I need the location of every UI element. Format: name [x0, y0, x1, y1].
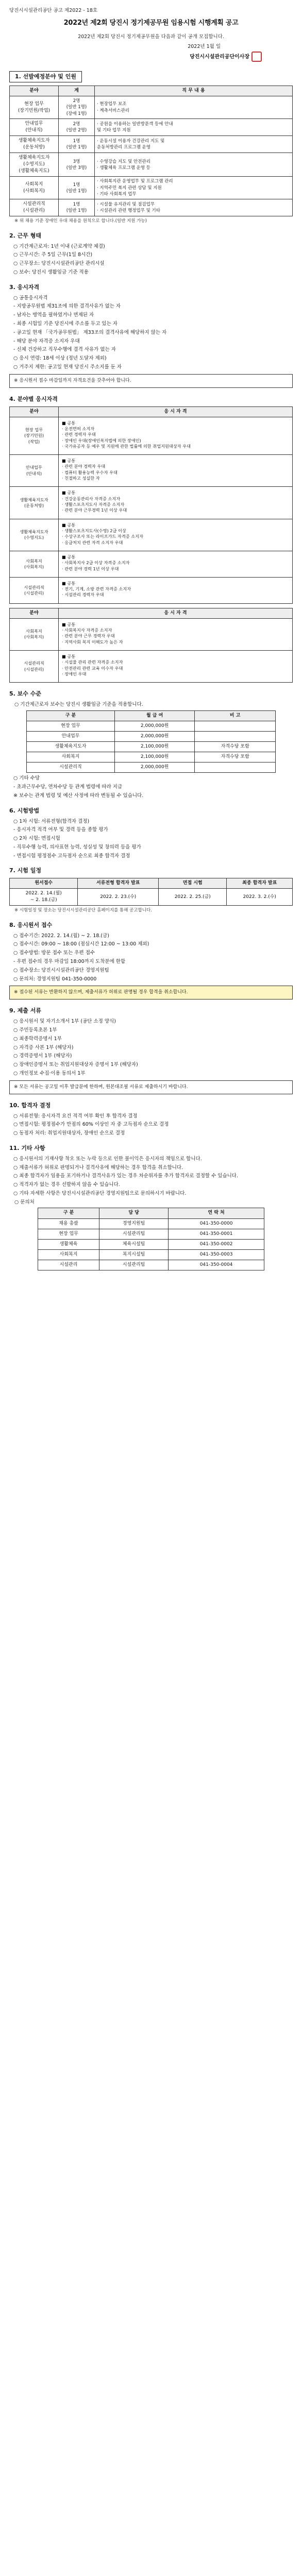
decision-item: ○ 면접시험: 평정점수가 만점의 60% 이상인 자 중 고득점자 순으로 결정 [13, 1122, 169, 1128]
pay-row [27, 742, 276, 752]
positions-row [10, 136, 293, 153]
position-duty: · 현장업무 보조 · 계측서비스관리 [95, 96, 293, 119]
position-field: 안내업무 (안내직) [10, 119, 59, 136]
qualification-item: - 신체 건강하고 직무수행에 결격 사유가 없는 자 [13, 347, 116, 353]
position-field: 사회복지 (사회복지) [10, 177, 59, 199]
contact-row [38, 1229, 264, 1239]
qualification-item: - 공고일 현재 「국가공무원법」 제33조의 결격사유에 해당하지 않는 자 [13, 329, 167, 335]
fq-field: 생활체육지도자 (운동처방) [10, 487, 59, 519]
contacts-col-phone: 연 락 처 [169, 1208, 264, 1218]
contacts-col-team: 담 당 [99, 1208, 169, 1218]
position-count: 1명 (일반 1명) [59, 199, 95, 216]
etc-list [9, 1156, 293, 1197]
contact-row [38, 1239, 264, 1249]
pay-note: 자격수당 포함 [195, 752, 276, 762]
decision-item: ○ 서류전형: 응시자격 요건 적격 여부 확인 후 합격자 결정 [13, 1113, 138, 1119]
fq2-col-req: 응 시 자 격 [59, 608, 293, 618]
application-item: ○ 문의처: 경영지원팀 041-350-0000 [13, 976, 97, 982]
etc-item: ○ 적격자가 없는 경우 선발하지 않을 수 있습니다. [13, 1182, 120, 1188]
fq-requirements: ■ 공통 · 생활스포츠지도사(수영) 2급 이상 · 수상구조사 또는 라이프가드 자격증 소지자 · 응급처치 관련 자격 소지자 우대 [59, 519, 293, 551]
pay-note: ○ 기타 수당 [13, 775, 40, 782]
pay-type: 현장 업무 [27, 721, 115, 732]
section-title-positions: 1. 선발예정분야 및 인원 [9, 71, 82, 82]
positions-row [10, 96, 293, 119]
work-item: ○ 보수: 당진시 생활임금 기준 적용 [13, 269, 89, 275]
document-item: ○ 응시원서 및 자기소개서 1부 (공단 소정 양식) [13, 1019, 116, 1025]
fq-field: 생활체육지도자 (수영지도) [10, 519, 59, 551]
section-title-application: 8. 응시원서 접수 [9, 921, 53, 928]
position-count: 2명 (일반 1명) (장애 1명) [59, 96, 95, 119]
pay-type: 시설관리직 [27, 762, 115, 773]
issuing-org [9, 52, 262, 62]
contact-team: 경영지원팀 [99, 1218, 169, 1229]
position-duty: · 수영강습 지도 및 안전관리 · 생활체육 프로그램 운영 등 [95, 153, 293, 177]
fq-col-req: 응 시 자 격 [59, 406, 293, 417]
sched-final: 2022. 3. 2.(수) [227, 889, 293, 906]
contact-type: 현장 업무 [38, 1229, 99, 1239]
sched-col-apply: 원서접수 [10, 878, 78, 889]
fq-field: 사회복지 (사회복지) [10, 551, 59, 577]
exam-item: ○ 2차 시험: 면접시험 [13, 836, 60, 842]
position-field: 현장 업무 (장기민원/작업) [10, 96, 59, 119]
fq-field: 사회복지 (사회복지) [10, 618, 59, 650]
contact-type: 채용 총괄 [38, 1218, 99, 1229]
field-qualification-row [10, 417, 293, 455]
notice-number: 당진시시설관리공단 공고 제2022 - 18호 [9, 8, 98, 13]
sched-col-doc: 서류전형 합격자 발표 [78, 878, 159, 889]
pay-type: 생활체육지도자 [27, 742, 115, 752]
fq-requirements: ■ 공통 · 전기, 기계, 소방 관련 자격증 소지자 · 시설관리 경력자 우대 [59, 577, 293, 603]
document-item: ○ 주민등록초본 1부 [13, 1027, 57, 1033]
position-field: 생활체육지도자 (수영지도) (생활체육지도) [10, 153, 59, 177]
section-title-qualification: 3. 응시자격 [9, 283, 40, 291]
contact-team: 시설관리팀 [99, 1260, 169, 1270]
official-seal-icon [251, 52, 262, 62]
field-qualification-row [10, 487, 293, 519]
position-count: 3명 (일반 3명) [59, 153, 95, 177]
exam-item: - 면접시험 평정점수 고득점자 순으로 최종 합격자 결정 [13, 853, 130, 859]
section-title-exam: 6. 시험방법 [9, 807, 40, 814]
fq-field: 시설관리직 (시설관리) [10, 651, 59, 683]
contacts-title: ○ 문의처 [14, 1199, 35, 1205]
qualification-item: - 해당 분야 자격증 소지자 우대 [13, 338, 80, 344]
application-item: ○ 접수기간: 2022. 2. 14.(월) ~ 2. 18.(금) [13, 933, 110, 939]
application-list [9, 933, 293, 983]
pay-note [195, 762, 276, 773]
pay-note: - 초과근무수당, 연차수당 등 관계 법령에 따라 지급 [13, 784, 123, 790]
exam-item: ○ 1차 시험: 서류전형(합격자 결정) [13, 818, 90, 824]
position-duty: · 운동시설 이용자 건강관리 지도 및 운동처방관리 프로그램 운영 [95, 136, 293, 153]
position-duty: · 사회복지관 운영업무 및 프로그램 관리 · 지역주민 복지 관련 상담 및 지원 · 기타 사회복지 업무 [95, 177, 293, 199]
fq-requirements: ■ 공통 · 관련 분야 경력자 우대 · 컴퓨터 활용능력 우수자 우대 · 친절하고 성실한 자 [59, 455, 293, 487]
contact-phone: 041-350-0004 [169, 1260, 264, 1270]
fq-requirements: ■ 공통 · 건강운동관리사 자격증 소지자 · 생활스포츠지도사 자격증 소지자 · 관련 분야 근무경력 1년 이상 우대 [59, 487, 293, 519]
pay-amount: 2,000,000원 [114, 762, 194, 773]
field-qualification-row [10, 577, 293, 603]
position-duty: · 공원을 이용하는 일반방문객 등에 안내 및 기타 업무 지원 [95, 119, 293, 136]
notice-date: 2022년 1월 일 [188, 44, 221, 50]
issuing-org-name: 당진시시설관리공단이사장 [190, 54, 249, 60]
pay-amount: 2,100,000원 [114, 752, 194, 762]
fq-requirements: ■ 공통 · 시설물 관리 관련 자격증 소지자 · 안전관리 관련 교육 이수자 우대 · 장애인 우대 [59, 651, 293, 683]
sched-col-interview: 면접 시험 [159, 878, 227, 889]
pay-table [26, 710, 276, 773]
qualification-item: ○ 응시 연령: 18세 이상 (정년 도달자 제외) [13, 355, 107, 362]
section-title-etc: 11. 기타 사항 [9, 1144, 45, 1151]
work-list [9, 243, 293, 276]
pay-type: 안내업무 [27, 732, 115, 742]
field-qualification-row [10, 455, 293, 487]
fq-field: 현장 업무 (장기민원) (작업) [10, 417, 59, 455]
position-count: 2명 (일반 2명) [59, 119, 95, 136]
etc-item: ○ 응시원서의 기재사항 착오 또는 누락 등으로 인한 불이익은 응시자의 책임으로 합니다. [13, 1156, 202, 1162]
intro-text: 2022년 제2회 당진시 정기제공무원을 다음과 같이 공개 모집합니다. [78, 33, 224, 40]
positions-row [10, 177, 293, 199]
qualification-item: - 지방공무원법 제31조에 의한 결격사유가 없는 자 [13, 303, 121, 310]
positions-col-duty: 직 무 내 용 [95, 86, 293, 96]
fq-requirements: ■ 공통 · 운전면허 소지자 · 관련 경력자 우대 · 장애인 우대(장애인복지법에 의한 장애인) · 국가유공자 등 예우 및 지원에 관한 법률에 의한 취업지원대상자 우대 [59, 417, 293, 455]
pay-note: ※ 보수는 관계 법령 및 예산 사정에 따라 변동될 수 있습니다. [13, 792, 144, 799]
application-box: ※ 접수된 서류는 반환하지 않으며, 제출서류가 허위로 판명될 경우 합격을 취소합니다. [9, 986, 293, 999]
contact-type: 사회복지 [38, 1249, 99, 1260]
section-title-schedule: 7. 시험 일정 [9, 867, 41, 874]
contact-phone: 041-350-0002 [169, 1239, 264, 1249]
pay-note: 자격수당 포함 [195, 742, 276, 752]
qualification-list [9, 295, 293, 371]
pay-note [195, 732, 276, 742]
work-item: ○ 근무시간: 주 5일 근무(1일 8시간) [13, 252, 93, 258]
pay-col-amount: 월 급 여 [114, 711, 194, 721]
pay-notes [9, 775, 293, 799]
field-qualification-row [10, 618, 293, 650]
documents-box: ※ 모든 서류는 공고일 이후 발급분에 한하며, 원본대조필 서류로 제출하시기 바랍니다. [9, 1080, 293, 1094]
section-title-work: 2. 근무 형태 [9, 232, 41, 239]
positions-col-field: 분야 [10, 86, 59, 96]
pay-row [27, 721, 276, 732]
positions-row [10, 199, 293, 216]
sched-doc: 2022. 2. 23.(수) [78, 889, 159, 906]
positions-note: ※ 위 채용 기준 장애인 우대 채용을 원칙으로 합니다.(일반 지원 가능) [14, 218, 147, 224]
etc-item: ○ 제출서류가 허위로 판명되거나 결격사유에 해당하는 경우 합격을 취소합니다. [13, 1164, 183, 1171]
documents-list [9, 1018, 293, 1077]
document-item: ○ 자격증 사본 1부 (해당자) [13, 1044, 74, 1050]
contact-team: 복지시설팀 [99, 1249, 169, 1260]
schedule-note: ※ 시험일정 및 장소는 당진시시설관리공단 홈페이지를 통해 공고합니다. [14, 908, 152, 913]
contact-phone: 041-350-0000 [169, 1218, 264, 1229]
document-item: ○ 최종학력증명서 1부 [13, 1036, 62, 1042]
fq-requirements: ■ 공통 · 사회복지사 2급 이상 자격증 소지자 · 관련 분야 경력 1년 이상 우대 [59, 551, 293, 577]
pay-note [195, 721, 276, 732]
contact-phone: 041-350-0001 [169, 1229, 264, 1239]
contact-row [38, 1260, 264, 1270]
etc-item: ○ 기타 자세한 사항은 당진시시설관리공단 경영지원팀으로 문의하시기 바랍니다. [13, 1190, 187, 1196]
qualification-item: ○ 거주지 제한: 공고일 현재 당진시 주소지를 둔 자 [13, 364, 122, 370]
contact-type: 시설관리 [38, 1260, 99, 1270]
qualification-item: - 남자는 병역을 필하였거나 면제된 자 [13, 312, 94, 318]
field-qualification-row [10, 519, 293, 551]
contact-team: 시설관리팀 [99, 1229, 169, 1239]
application-item: - 우편 접수의 경우 마감일 18:00까지 도착분에 한함 [13, 959, 126, 964]
contacts-col-type: 구 분 [38, 1208, 99, 1218]
sched-interview: 2022. 2. 25.(금) [159, 889, 227, 906]
positions-row [10, 119, 293, 136]
document-item: ○ 장애인증명서 또는 취업지원대상자 증명서 1부 (해당자) [13, 1062, 138, 1068]
pay-row [27, 752, 276, 762]
field-qualification-row [10, 651, 293, 683]
fq2-col-field: 분야 [10, 608, 59, 618]
position-field: 생활체육지도자 (운동처방) [10, 136, 59, 153]
pay-amount: 2,000,000원 [114, 732, 194, 742]
contact-type: 생활체육 [38, 1239, 99, 1249]
pay-row [27, 732, 276, 742]
field-qualification-table [9, 406, 293, 604]
field-qualification-table-cont [9, 608, 293, 683]
application-item: ○ 접수방법: 방문 접수 또는 우편 접수 [13, 950, 95, 956]
etc-item: ○ 최종 합격자가 임용을 포기하거나 결격사유가 있는 경우 차순위자를 추가 합격자로 결정할 수 있습니다. [13, 1173, 239, 1179]
pay-col-note: 비 고 [195, 711, 276, 721]
document-item: ○ 개인정보 수집·이용 동의서 1부 [13, 1070, 86, 1076]
section-title-field-qualification: 4. 분야별 응시자격 [9, 395, 58, 402]
qualification-item: ○ 공통응시자격 [13, 295, 48, 301]
section-title-decision: 10. 합격자 결정 [9, 1101, 51, 1109]
exam-item: - 직무수행 능력, 의사표현 능력, 성실성 및 창의력 등을 평가 [13, 844, 141, 850]
pay-amount: 2,100,000원 [114, 742, 194, 752]
qualification-item: - 최종 시험일 기준 당진시에 주소를 두고 있는 자 [13, 320, 118, 327]
pay-amount: 2,000,000원 [114, 721, 194, 732]
exam-item: - 응시자격 적격 여부 및 경력 등을 종합 평가 [13, 827, 108, 833]
positions-row [10, 153, 293, 177]
position-count: 1명 (일반 1명) [59, 136, 95, 153]
fq-col-field: 분야 [10, 406, 59, 417]
exam-list [9, 818, 293, 860]
pay-type: 사회복지 [27, 752, 115, 762]
section-title-pay: 5. 보수 수준 [9, 690, 41, 698]
fq-field: 시설관리직 (시설관리) [10, 577, 59, 603]
position-field: 시설관리직 (시설관리) [10, 199, 59, 216]
position-duty: · 시설물 유지관리 및 점검업무 · 시설관리 관련 행정업무 및 기타 [95, 199, 293, 216]
document-item: ○ 경력증명서 1부 (해당자) [13, 1053, 72, 1059]
work-item: ○ 기간제근로자: 1년 이내 (근로계약 체결) [13, 243, 105, 249]
schedule-table [9, 878, 293, 906]
contact-row [38, 1218, 264, 1229]
work-item: ○ 근무장소: 당진시시설관리공단 관리시설 [13, 261, 105, 267]
application-item: ○ 접수장소: 당진시시설관리공단 경영지원팀 [13, 967, 109, 973]
fq-field: 안내업무 (안내직) [10, 455, 59, 487]
application-item: ○ 접수시간: 09:00 ~ 18:00 (점심시간 12:00 ~ 13:00 제외) [13, 941, 149, 947]
contact-row [38, 1249, 264, 1260]
pay-col-type: 구 분 [27, 711, 115, 721]
contact-team: 체육시설팀 [99, 1239, 169, 1249]
pay-intro: ○ 기간제근로자 보수는 당진시 생활임금 기준을 적용합니다. [14, 702, 143, 708]
decision-item: ○ 동점자 처리: 취업지원대상자, 장애인 순으로 결정 [13, 1130, 125, 1137]
contact-phone: 041-350-0003 [169, 1249, 264, 1260]
decision-list [9, 1113, 293, 1137]
document-title: 2022년 제2회 당진시 정기제공무원 임용시험 시행계획 공고 [63, 19, 239, 27]
field-qualification-row [10, 551, 293, 577]
section-title-documents: 9. 제출 서류 [9, 1007, 41, 1014]
positions-table [9, 86, 293, 216]
contacts-table [38, 1208, 264, 1270]
pay-row [27, 762, 276, 773]
position-count: 1명 (일반 1명) [59, 177, 95, 199]
qualification-box: ※ 응시원서 접수 마감일까지 자격요건을 갖추어야 합니다. [9, 374, 293, 388]
positions-col-count: 계 [59, 86, 95, 96]
fq-requirements: ■ 공통 · 사회복지사 자격증 소지자 · 관련 분야 근무 경력자 우대 · 지역사회 복지 이해도가 높은 자 [59, 618, 293, 650]
sched-col-final: 최종 합격자 발표 [227, 878, 293, 889]
sched-apply: 2022. 2. 14.(월) ~ 2. 18.(금) [10, 889, 78, 906]
